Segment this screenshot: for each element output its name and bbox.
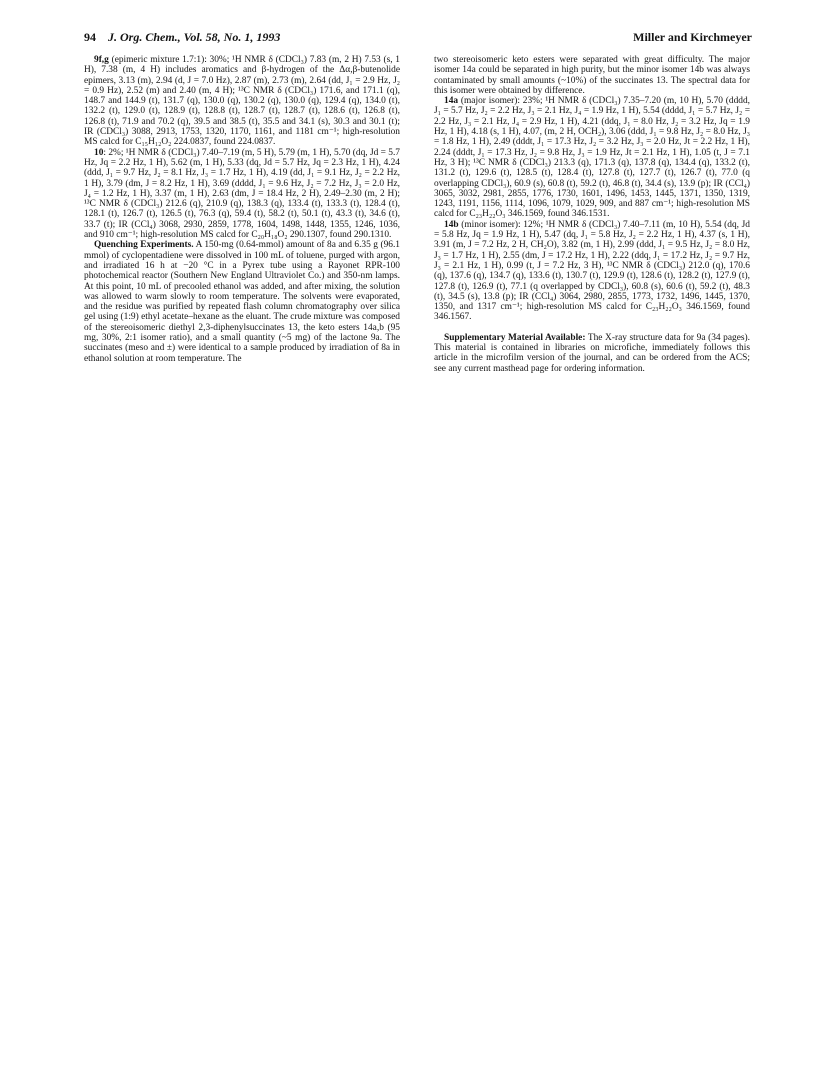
paragraph-lead: 9f,g bbox=[94, 55, 109, 65]
compound-9fg-paragraph bbox=[84, 55, 400, 148]
compound-14a-paragraph bbox=[434, 96, 750, 220]
left-column bbox=[84, 55, 400, 364]
paragraph-lead: 10 bbox=[94, 147, 104, 158]
paragraph-lead: 14b bbox=[444, 219, 459, 230]
running-authors: Miller and Kirchmeyer bbox=[633, 30, 752, 44]
compound-10-paragraph bbox=[84, 148, 400, 241]
continuation-paragraph bbox=[434, 55, 750, 96]
journal-citation: J. Org. Chem., Vol. 58, No. 1, 1993 bbox=[108, 30, 281, 44]
supplementary-paragraph bbox=[434, 333, 750, 374]
paragraph-lead: Supplementary Material Available: bbox=[444, 332, 586, 343]
page-number: 94 bbox=[84, 30, 96, 44]
paragraph-text: two stereoisomeric keto esters were separated with great difficulty. The major isomer 14a could be separated in high purity, but the minor isomer 14b was always contaminated by small amounts (~10%) of the succinates 13. The spectral data for this isomer were obtained by difference. bbox=[434, 55, 750, 96]
paragraph-lead: 14a bbox=[444, 96, 459, 107]
paragraph-text: A 150-mg (0.64-mmol) amount of 8a and 6.35 g (96.1 mmol) of cyclopentadiene were dissolved in 100 mL of toluene, purged with argon, and irradiated 16 h at −20 °C in a Pyrex tube using a Rayonet RPR-100 photochemical reactor (Southern New England Ultraviolet Co.) and 350-nm lamps. At this point, 10 mL of precooled ethanol was added, and after mixing, the solution was allowed to warm slowly to room temperature. The solvents were evaporated, and the residue was purified by repeated flash column chromatography over silica gel using (1:9) ethyl acetate–hexane as the eluant. The crude mixture was composed of the stereoisomeric diethyl 2,3-diphenylsuccinates 13, the keto esters 14a,b (95 mg, 30%, 2:1 isomer ratio), and a small quantity (~5 mg) of the lactone 9a. The succinates (meso and ±) were identical to a sample produced by irradiation of 8a in ethanol solution at room temperature. The bbox=[84, 240, 400, 364]
paragraph-text: (minor isomer): 12%; ¹H NMR δ (CDCl₃) 7.40–7.11 (m, 10 H), 5.54 (dq, Jd = 5.8 Hz, Jq = 1.9 Hz, 1 H), 5.47 (dq, J₁ = 5.8 Hz, J₂ = 2.2 Hz, 1 H), 4.37 (s, 1 H), 3.91 (m, J = 7.2 Hz, 2 H, CH₂O), 3.82 (m, 1 H), 2.99 (ddd, J₁ = 9.5 Hz, J₂ = 8.0 Hz, J₃ = 1.7 Hz, 1 H), 2.55 (dm, J = 17.2 Hz, 1 H), 2.22 (ddq, J₁ = 17.2 Hz, J₂ = 9.7 Hz, J₃ = 2.1 Hz, 1 H), 0.99 (t, J = 7.2 Hz, 3 H), ¹³C NMR δ (CDCl₃) 212.0 (q), 170.6 (q), 137.6 (q), 134.7 (q), 133.6 (t), 130.7 (t), 129.9 (t), 128.6 (t), 128.2 (t), 127.9 (t), 127.8 (t), 126.9 (t), 77.1 (q overlapped by CDCl₃), 60.8 (s), 60.6 (t), 59.2 (t), 48.3 (t), 34.5 (s), 13.8 (p); IR (CCl₄) 3064, 2980, 2855, 1773, 1732, 1496, 1445, 1370, 1350, and 1317 cm⁻¹; high-resolution MS calcd for C₂₃H₂₂O₃ 346.1569, found 346.1567. bbox=[434, 219, 750, 323]
right-column bbox=[434, 55, 750, 374]
paragraph-text: (epimeric mixture 1.7:1): 30%; ¹H NMR δ (CDCl₃) 7.83 (m, 2 H) 7.53 (s, 1 H), 7.38 (m, 4 H) includes aromatics and β-hydrogen of the Δα,β-butenolide epimers, 3.13 (m), 2.94 (d, J = 7.0 Hz), 2.87 (m), 2.73 (m), 2.64 (dd, J₁ = 2.9 Hz, J₂ = 0.9 Hz), 2.52 (m) and 2.40 (m, 4 H); ¹³C NMR δ (CDCl₃) 171.6, and 171.1 (q), 148.7 and 144.9 (t), 131.7 (q), 130.0 (q), 130.2 (q), 130.0 (q), 129.4 (q), 134.0 (t), 132.2 (t), 129.0 (t), 128.9 (t), 128.8 (t), 128.7 (t), 128.7 (t), 128.6 (t), 126.8 (t), 126.8 (t), 71.9 and 70.2 (q), 39.5 and 38.5 (t), 35.5 and 34.1 (s), 30.3 and 30.1 (t); IR (CDCl₃) 3088, 2913, 1753, 1320, 1170, 1161, and 1181 cm⁻¹; high-resolution MS calcd for C₁₅H₁₂O₂ 224.0837, found 224.0837. bbox=[84, 55, 400, 148]
paragraph-lead: Quenching Experiments. bbox=[94, 240, 194, 251]
page-header bbox=[84, 30, 752, 46]
paragraph-text: : 2%; ¹H NMR δ (CDCl₃) 7.40–7.19 (m, 5 H), 5.79 (m, 1 H), 5.70 (dq, Jd = 5.7 Hz, Jq = 2.2 Hz, 1 H), 5.62 (m, 1 H), 5.33 (dq, Jd = 5.7 Hz, Jq = 2.3 Hz, 1 H), 4.24 (ddd, J₁ = 9.7 Hz, J₂ = 8.1 Hz, J₃ = 1.7 Hz, 1 H), 4.19 (dd, J₁ = 9.1 Hz, J₂ = 2.2 Hz, 1 H), 3.79 (dm, J = 8.2 Hz, 1 H), 3.69 (dddd, J₁ = 9.6 Hz, J₂ = 7.2 Hz, J₃ = 2.0 Hz, J₄ = 1.2 Hz, 1 H), 3.37 (m, 1 H), 2.63 (dm, J = 18.4 Hz, 2 H), 2.49–2.30 (m, 2 H); ¹³C NMR δ (CDCl₃) 212.6 (q), 210.9 (q), 138.3 (q), 133.4 (t), 133.3 (t), 128.4 (t), 128.1 (t), 126.7 (t), 126.5 (t), 76.3 (q), 59.4 (t), 58.2 (t), 50.1 (t), 43.3 (t), 34.6 (t), 33.7 (t); IR (CCl₄) 3068, 2930, 2859, 1778, 1604, 1498, 1448, 1355, 1246, 1036, and 910 cm⁻¹; high-resolution MS calcd for C₂₀H₁₈O₂ 290.1307, found 290.1310. bbox=[84, 147, 400, 241]
compound-14b-paragraph bbox=[434, 220, 750, 323]
quenching-paragraph bbox=[84, 240, 400, 364]
paragraph-text: The X-ray structure data for 9a (34 pages). This material is contained in libraries on microfiche, immediately follows this article in the microfilm version of the journal, and can be ordered from the ACS; see any current masthead page for ordering information. bbox=[434, 332, 750, 374]
paragraph-text: (major isomer): 23%; ¹H NMR δ (CDCl₃) 7.35–7.20 (m, 10 H), 5.70 (dddd, J₁ = 5.7 Hz, J₂ = 2.2 Hz, J₃ = 2.1 Hz, J₄ = 1.9 Hz, 1 H), 5.54 (dddd, J₁ = 5.7 Hz, J₂ = 2.2 Hz, J₃ = 2.1 Hz, J₄ = 2.9 Hz, 1 H), 4.21 (ddq, J₁ = 8.0 Hz, J₂ = 3.2 Hz, Jq = 1.9 Hz, 1 H), 4.18 (s, 1 H), 4.07, (m, 2 H, OCH₂), 3.06 (ddd, J₁ = 9.8 Hz, J₂ = 8.0 Hz, J₃ = 1.8 Hz, 1 H), 2.49 (dddt, J₁ = 17.3 Hz, J₂ = 3.2 Hz, J₃ = 2.0 Hz, Jt = 2.2 Hz, 1 H), 2.24 (dddt, J₁ = 17.3 Hz, J₂ = 9.8 Hz, J₃ = 1.9 Hz, Jt = 2.1 Hz, 1 H), 1.05 (t, J = 7.1 Hz, 3 H); ¹³C NMR δ (CDCl₃) 213.3 (q), 171.3 (q), 137.8 (q), 134.4 (q), 133.2 (t), 131.2 (t), 129.6 (t), 128.5 (t), 128.4 (t), 127.8 (t), 127.7 (t), 126.7 (t), 77.0 (q overlapping CDCl₃), 60.9 (s), 60.8 (t), 59.2 (t), 46.8 (t), 34.4 (s), 13.9 (p); IR (CCl₄) 3065, 3032, 2981, 2855, 1776, 1730, 1601, 1496, 1453, 1445, 1371, 1350, 1319, 1243, 1191, 1156, 1114, 1096, 1079, 1029, 909, and 887 cm⁻¹; high-resolution MS calcd for C₂₃H₂₂O₃ 346.1569, found 346.1531. bbox=[434, 96, 750, 220]
